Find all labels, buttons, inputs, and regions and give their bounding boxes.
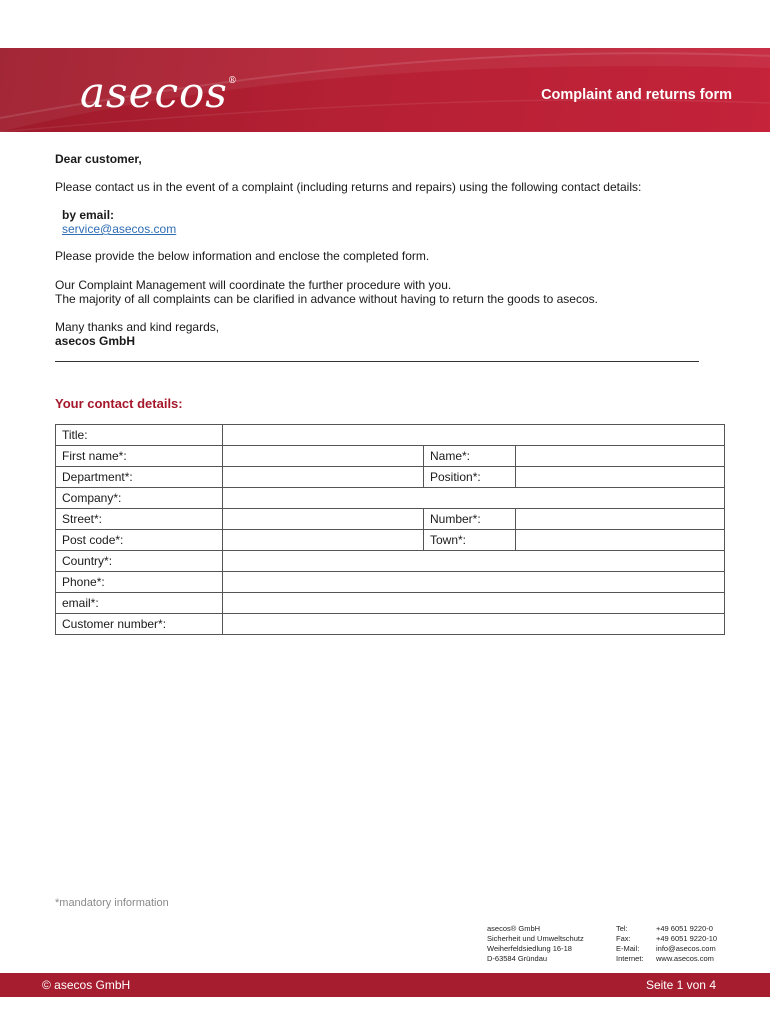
contact-values	[656, 924, 717, 964]
country-field[interactable]	[223, 551, 725, 572]
table-row	[56, 488, 725, 509]
customer-number-field[interactable]	[223, 614, 725, 635]
table-row	[56, 509, 725, 530]
contact-label: Internet:	[616, 954, 644, 963]
fax-value: +49 6051 9220-10	[656, 934, 718, 943]
majority-text: The majority of all complaints can be clarified in advance without having to return the goods to asecos.	[55, 292, 598, 306]
email-field[interactable]	[223, 593, 725, 614]
table-row	[56, 467, 725, 488]
email-value: info@asecos.com	[656, 944, 716, 953]
email-label: by email:	[62, 208, 115, 222]
department-label: Department*:	[56, 467, 223, 488]
department-field[interactable]	[223, 467, 424, 488]
company-label: Company*:	[56, 488, 223, 509]
page-footer	[0, 973, 770, 997]
copyright-text: © asecos GmbH	[42, 978, 131, 992]
company-address	[487, 924, 584, 964]
asecos-logo	[80, 68, 238, 117]
table-row	[56, 551, 725, 572]
greeting: Dear customer,	[55, 152, 142, 166]
provide-info-text: Please provide the below information and enclose the completed form.	[55, 249, 430, 263]
post-code-label: Post code*:	[56, 530, 223, 551]
title-label: Title:	[56, 425, 223, 446]
town-field[interactable]	[516, 530, 725, 551]
number-field[interactable]	[516, 509, 725, 530]
table-row	[56, 425, 725, 446]
street-field[interactable]	[223, 509, 424, 530]
street-label: Street*:	[56, 509, 223, 530]
town-label: Town*:	[424, 530, 516, 551]
customer-number-label: Customer number*:	[56, 614, 223, 635]
address-line: Sicherheit und Umweltschutz	[487, 934, 584, 943]
company-field[interactable]	[223, 488, 725, 509]
contact-section-title: Your contact details:	[55, 396, 183, 411]
table-row	[56, 446, 725, 467]
post-code-field[interactable]	[223, 530, 424, 551]
name-label: Name*:	[424, 446, 516, 467]
tel-value: +49 6051 9220-0	[656, 924, 713, 933]
page-number: Seite 1 von 4	[645, 978, 716, 992]
coordinate-text: Our Complaint Management will coordinate the further procedure with you.	[55, 278, 452, 292]
phone-field[interactable]	[223, 572, 725, 593]
number-label: Number*:	[424, 509, 516, 530]
mandatory-note: *mandatory information	[55, 897, 169, 909]
logo-text: asecos	[80, 68, 228, 117]
table-row	[56, 530, 725, 551]
table-row	[56, 614, 725, 635]
intro-text: Please contact us in the event of a complaint (including returns and repairs) using the following contact details:	[55, 180, 642, 194]
address-line: Weiherfeldsiedlung 16-18	[487, 944, 572, 953]
first-name-field[interactable]	[223, 446, 424, 467]
contact-labels	[616, 924, 644, 964]
contact-label: Fax:	[616, 934, 631, 943]
email-field-label: email*:	[56, 593, 223, 614]
thanks-text: Many thanks and kind regards,	[55, 320, 220, 334]
contact-details-table	[55, 424, 725, 635]
service-email-link[interactable]: service@asecos.com	[62, 222, 177, 236]
logo-registered-mark: ®	[227, 76, 238, 86]
divider-line	[55, 361, 699, 362]
table-row	[56, 572, 725, 593]
address-line: D-63584 Gründau	[487, 954, 548, 963]
contact-label: Tel:	[616, 924, 628, 933]
position-label: Position*:	[424, 467, 516, 488]
page-header	[0, 48, 770, 132]
phone-label: Phone*:	[56, 572, 223, 593]
contact-label: E-Mail:	[616, 944, 640, 953]
address-line: asecos® GmbH	[487, 924, 541, 933]
name-field[interactable]	[516, 446, 725, 467]
website-value: www.asecos.com	[656, 954, 714, 963]
table-row	[56, 593, 725, 614]
position-field[interactable]	[516, 467, 725, 488]
signature: asecos GmbH	[55, 334, 136, 348]
form-title: Complaint and returns form	[541, 87, 732, 103]
first-name-label: First name*:	[56, 446, 223, 467]
title-field[interactable]	[223, 425, 725, 446]
country-label: Country*:	[56, 551, 223, 572]
